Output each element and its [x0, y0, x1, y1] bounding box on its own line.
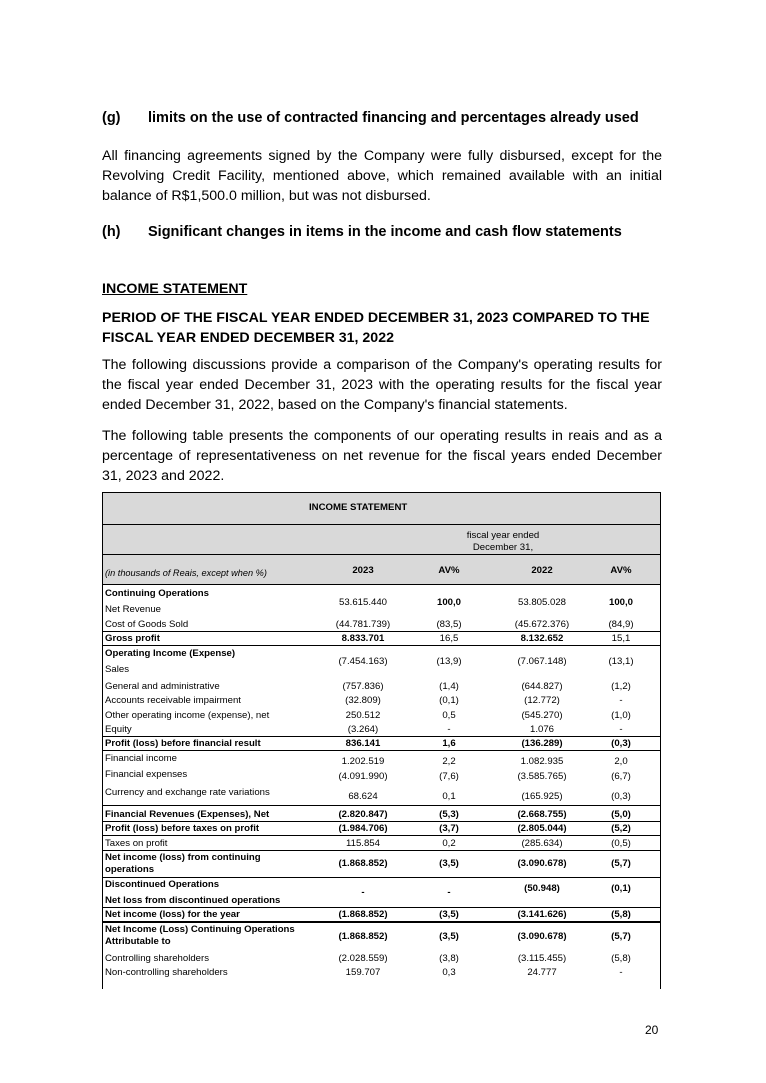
row-value-2022: (3.141.626) [517, 909, 567, 920]
row-value-2023: (4.091.990) [338, 771, 388, 782]
row-av-2022: (0,3) [611, 791, 631, 802]
row-value-2023: (32.809) [345, 695, 381, 706]
row-av-2022: (5,2) [611, 823, 631, 834]
row-label [105, 852, 261, 876]
row-divider [103, 877, 660, 878]
page-number: 20 [645, 1023, 659, 1037]
row-value-2022: (7.067.148) [517, 656, 567, 667]
row-av-2022: (0,3) [611, 738, 631, 749]
row-av-2022: (13,1) [608, 656, 634, 667]
row-value-2023: - [361, 887, 365, 898]
row-value-2022: (165.925) [521, 791, 563, 802]
row-label: Currency and exchange rate variations [105, 787, 270, 798]
row-divider [103, 835, 660, 836]
section-g-label: (g) [102, 110, 121, 126]
row-av-2023: 1,6 [442, 738, 456, 749]
row-value-2022: (3.090.678) [517, 858, 567, 869]
row-av-2022: 15,1 [611, 633, 631, 644]
row-av-2023: (7,6) [439, 771, 459, 782]
row-value-2022: 53.805.028 [517, 597, 566, 608]
row-value-2022: (2.805.044) [517, 823, 567, 834]
row-label: Accounts receivable impairment [105, 695, 241, 706]
row-value-2023: (3.264) [347, 724, 379, 735]
row-value-2023: (2.820.847) [338, 809, 388, 820]
row-av-2022: (84,9) [608, 619, 634, 630]
row-divider [103, 750, 660, 751]
row-value-2023: (1.868.852) [338, 909, 388, 920]
row-value-2023: 250.512 [345, 710, 381, 721]
row-label: Net loss from discontinued operations [105, 895, 281, 906]
table-header [103, 493, 660, 585]
row-label: Non-controlling shareholders [105, 967, 228, 978]
row-divider [103, 805, 660, 806]
row-divider [103, 736, 660, 737]
financing-paragraph: All financing agreements signed by the Company were fully disbursed, except for the Revolving Credit Facility, mentioned above, which remained available with an initial balance of R$1,500.0 million, but was not disbursed. [102, 148, 662, 204]
row-label: Other operating income (expense), net [105, 710, 270, 721]
row-value-2023: 115.854 [346, 838, 380, 849]
row-av-2023: (3,7) [439, 823, 459, 834]
row-av-2022: (5,8) [611, 953, 631, 964]
row-av-2023: 0,3 [442, 967, 456, 978]
row-label: General and administrative [105, 681, 220, 692]
row-av-2023: (0,1) [439, 695, 459, 706]
row-value-2022: (644.827) [521, 681, 563, 692]
header-divider [103, 524, 660, 525]
row-av-2023: (1,4) [439, 681, 459, 692]
row-av-2023: 100,0 [436, 597, 461, 608]
row-label: Financial expenses [105, 769, 188, 780]
row-label: Financial Revenues (Expenses), Net [105, 809, 270, 820]
fy-line-2: December 31, [472, 542, 534, 553]
table-title: INCOME STATEMENT [309, 502, 408, 513]
row-value-2023: (757.836) [342, 681, 384, 692]
row-value-2023: (7.454.163) [338, 656, 388, 667]
section-h-label: (h) [102, 224, 121, 240]
row-value-2023: (1.868.852) [338, 858, 388, 869]
row-av-2022: (5,7) [611, 931, 631, 942]
row-av-2023: 0,5 [442, 710, 456, 721]
row-value-2023: (44.781.739) [335, 619, 391, 630]
row-value-2022: (136.289) [521, 738, 563, 749]
row-value-2023: 68.624 [348, 791, 378, 802]
row-av-2023: (3,5) [439, 858, 459, 869]
row-value-2023: 836.141 [345, 738, 381, 749]
row-value-2022: (3.090.678) [517, 931, 567, 942]
row-label: Discontinued Operations [105, 879, 220, 890]
row-value-2022: 24.777 [527, 967, 557, 978]
row-divider [103, 631, 660, 632]
row-av-2022: (1,0) [611, 710, 631, 721]
row-label: Financial income [105, 753, 177, 764]
fy-line-1: fiscal year ended [466, 530, 540, 541]
row-av-2023: (3,5) [439, 909, 459, 920]
row-av-2023: - [447, 724, 451, 735]
units-note: (in thousands of Reais, except when %) [105, 568, 267, 578]
row-label-line-1: Net income (loss) from continuing [105, 852, 261, 863]
section-g-heading [102, 110, 662, 130]
row-label [105, 924, 295, 948]
row-value-2022: (3.585.765) [517, 771, 567, 782]
row-label: Net income (loss) for the year [105, 909, 240, 920]
row-label-line-1: Net Income (Loss) Continuing Operations [105, 924, 295, 935]
row-label: Profit (loss) before taxes on profit [105, 823, 260, 834]
row-av-2022: 2,0 [614, 756, 628, 767]
row-av-2022: (0,5) [611, 838, 631, 849]
row-value-2022: (285.634) [521, 838, 563, 849]
row-label-line-2: Attributable to [105, 936, 171, 947]
row-av-2023: - [447, 887, 451, 898]
row-value-2022: (50.948) [524, 883, 560, 894]
row-av-2023: 2,2 [442, 756, 456, 767]
row-av-2023: (5,3) [439, 809, 459, 820]
row-label-line-2: operations [105, 864, 155, 875]
section-h-heading [102, 224, 662, 244]
row-av-2022: (5,8) [611, 909, 631, 920]
row-value-2022: (45.672.376) [514, 619, 570, 630]
row-av-2022: - [619, 695, 623, 706]
period-heading: PERIOD OF THE FISCAL YEAR ENDED DECEMBER 31, 2023 COMPARED TO THE FISCAL YEAR ENDED DECEMBER 31, 2022 [102, 310, 650, 346]
row-av-2023: (13,9) [436, 656, 462, 667]
row-value-2022: 1.082.935 [520, 756, 564, 767]
row-value-2023: (1.984.706) [338, 823, 388, 834]
row-av-2023: 0,1 [442, 791, 456, 802]
row-label: Sales [105, 664, 129, 675]
row-av-2022: (0,1) [611, 883, 631, 894]
row-av-2022: - [619, 967, 623, 978]
row-value-2023: (2.028.559) [338, 953, 388, 964]
row-av-2022: (5,0) [611, 809, 631, 820]
header-bottom-line [103, 584, 660, 585]
income-statement-table [102, 492, 661, 989]
col-2022: 2022 [531, 565, 553, 576]
row-label: Gross profit [105, 633, 160, 644]
row-av-2022: - [619, 724, 623, 735]
row-av-2022: 100,0 [608, 597, 633, 608]
row-value-2023: (1.868.852) [338, 931, 388, 942]
row-av-2023: (3,8) [439, 953, 459, 964]
row-label: Controlling shareholders [105, 953, 209, 964]
row-av-2022: (1,2) [611, 681, 631, 692]
section-h-title: Significant changes in items in the income and cash flow statements [148, 224, 622, 240]
income-statement-heading: INCOME STATEMENT [102, 281, 248, 297]
row-label: Profit (loss) before financial result [105, 738, 261, 749]
row-label: Taxes on profit [105, 838, 168, 849]
row-av-2022: (5,7) [611, 858, 631, 869]
row-label: Net Revenue [105, 604, 161, 615]
row-av-2023: 16,5 [439, 633, 459, 644]
row-av-2023: 0,2 [442, 838, 456, 849]
row-label: Cost of Goods Sold [105, 619, 189, 630]
header-divider [103, 554, 660, 555]
row-divider [103, 821, 660, 822]
row-value-2023: 53.615.440 [338, 597, 387, 608]
row-value-2022: (3.115.455) [517, 953, 567, 964]
col-av-2023: AV% [438, 565, 460, 576]
discussion-paragraph: The following discussions provide a comparison of the Company's operating results for the fiscal year ended December 31, 2023 with the operating results for the fiscal year ended December 31, 2022, based on the Company's financial statements. [102, 357, 662, 413]
row-value-2023: 8.833.701 [341, 633, 385, 644]
row-label: Equity [105, 724, 132, 735]
col-2023: 2023 [352, 565, 374, 576]
row-divider [103, 645, 660, 646]
table-intro-paragraph: The following table presents the components of our operating results in reais and as a percentage of representativeness on net revenue for the fiscal years ended December 31, 2023 and 2022. [102, 428, 662, 484]
row-label: Continuing Operations [105, 588, 209, 599]
row-divider [103, 921, 660, 923]
row-av-2023: (3,5) [439, 931, 459, 942]
row-value-2022: 1.076 [529, 724, 554, 735]
row-value-2022: (12.772) [524, 695, 560, 706]
row-av-2023: (83,5) [436, 619, 462, 630]
row-value-2023: 1.202.519 [341, 756, 385, 767]
row-label: Operating Income (Expense) [105, 648, 236, 659]
row-value-2022: 8.132.652 [520, 633, 564, 644]
fiscal-year-caption [433, 530, 573, 554]
row-divider [103, 907, 660, 908]
row-value-2023: 159.707 [345, 967, 381, 978]
col-av-2022: AV% [610, 565, 632, 576]
row-value-2022: (545.270) [521, 710, 563, 721]
row-value-2022: (2.668.755) [517, 809, 567, 820]
section-g-title: limits on the use of contracted financing and percentages already used [148, 110, 639, 126]
row-av-2022: (6,7) [611, 771, 631, 782]
row-divider [103, 850, 660, 851]
